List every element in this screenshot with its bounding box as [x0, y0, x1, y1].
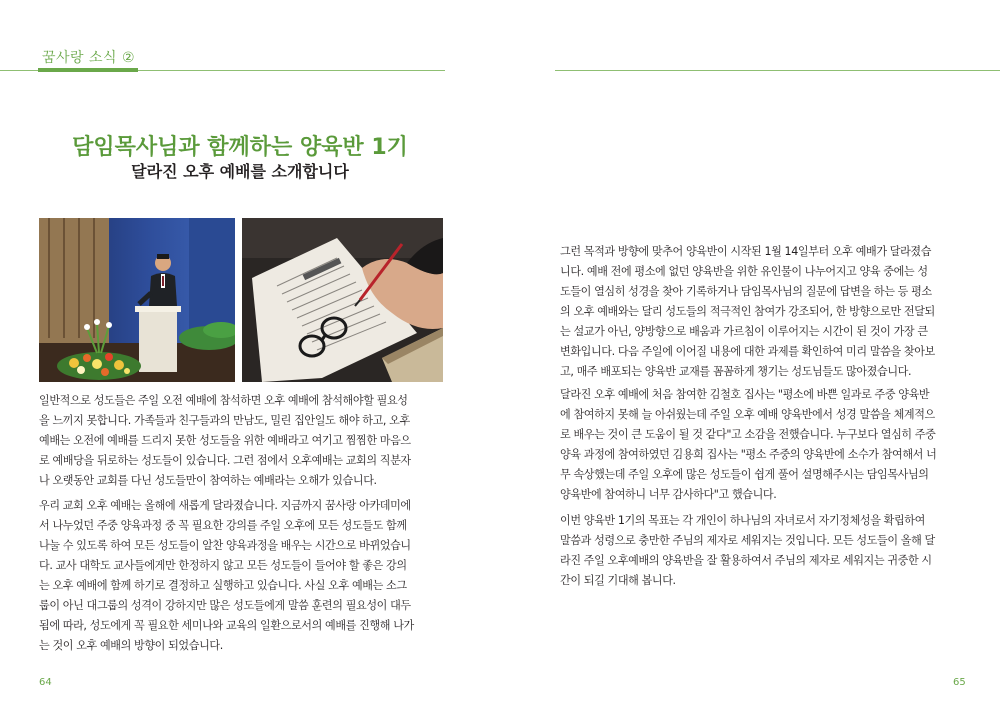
text-line: 나눌 수 있도록 하여 모든 성도들이 알찬 양육과정을 배우는 시간으로 바뀌었습니: [39, 539, 411, 552]
text-line: 는 것이 오후 예배의 방향이 되었습니다.: [39, 639, 223, 652]
right-paragraph-3: [560, 511, 935, 591]
page-number-right: 65: [953, 677, 966, 688]
left-paragraph-1: [39, 391, 411, 491]
text-line: 달라진 오후 예배에 처음 참여한 김철호 집사는 "평소에 바쁜 일과로 주중 양육반: [560, 388, 930, 401]
pastor-preaching-photo: [39, 218, 235, 382]
text-line: 룹이 아닌 대그룹의 성격이 강하지만 많은 성도들에게 말씀 훈련의 필요성이 대두: [39, 599, 411, 612]
text-line: 로 예배당을 뒤로하는 성도들이 있습니다. 그런 점에서 오후예배는 교회의 직분자: [39, 454, 411, 467]
text-line: 다. 교사 대학도 교사들에게만 한정하지 않고 모든 성도들이 들어야 할 좋은 강의: [39, 559, 407, 572]
text-line: 간이 되길 기대해 봅니다.: [560, 574, 676, 587]
left-paragraph-2: [39, 496, 414, 656]
text-line: 니다. 예배 전에 평소에 없던 양육반을 위한 유인물이 나누어지고 양육 중에는 성: [560, 265, 928, 278]
text-line: 일반적으로 성도들은 주일 오전 예배에 참석하면 오후 예배에 참석해야할 필요성: [39, 394, 408, 407]
text-line: 이번 양육반 1기의 목표는 각 개인이 하나님의 자녀로서 자기정체성을 확립하여: [560, 514, 925, 527]
text-line: 을 느끼지 못합니다. 가족들과 친구들과의 만남도, 밀린 집안일도 해야 하고, 오후: [39, 414, 410, 427]
article-subtitle: 달라진 오후 예배를 소개합니다: [131, 162, 349, 181]
text-line: 그런 목적과 방향에 맞추어 양육반이 시작된 1월 14일부터 오후 예배가 달라졌습: [560, 245, 932, 258]
page-number-left: 64: [39, 677, 52, 688]
header-rule-accent: [38, 68, 138, 72]
text-line: 에 참여하지 못해 늘 아쉬웠는데 주일 오후 예배 양육반에서 성경 말씀을 체계적으: [560, 408, 935, 421]
right-paragraph-2: [560, 385, 936, 505]
text-line: 나 오랫동안 교회를 다닌 성도들만이 참여하는 예배라는 오해가 있습니다.: [39, 474, 377, 487]
text-line: 우리 교회 오후 예배는 올해에 새롭게 달라졌습니다. 지금까지 꿈사랑 아카데미에: [39, 499, 411, 512]
text-line: 양육 과정에 참여하였던 김용희 집사는 "평소 주중의 양육반에 소수가 참여해서 너: [560, 448, 937, 461]
text-line: 의 오후 예배와는 달리 성도들의 적극적인 참여가 강조되어, 한 방향으로만 전달되: [560, 305, 935, 318]
text-line: 변화입니다. 다음 주일에 이어질 내용에 대한 과제를 확인하여 미리 말씀을 찾아보: [560, 345, 935, 358]
text-line: 양육반에 참여하니 너무 감사하다"고 했습니다.: [560, 488, 777, 501]
text-line: 는 오후 예배에 함께 하기로 결정하고 실행하고 있습니다. 사실 오후 예배는 소그: [39, 579, 407, 592]
section-label: 꿈사랑 소식 ②: [42, 50, 136, 66]
text-line: 고, 매주 배포되는 양육반 교재를 꼼꼼하게 챙기는 성도님들도 많아졌습니다.: [560, 365, 912, 378]
text-line: 도들이 열심히 성경을 찾아 기록하거나 담임목사님의 질문에 답변을 하는 등 평소: [560, 285, 932, 298]
note-taking-photo: [242, 218, 443, 382]
header-rule-right: [555, 70, 1000, 71]
text-line: 무 속상했는데 주일 오후에 많은 성도들이 쉽게 풀어 설명해주시는 담임목사님의: [560, 468, 929, 481]
text-line: 는 설교가 아닌, 양방향으로 배움과 가르침이 이루어지는 시간이 된 것이 가장 큰: [560, 325, 928, 338]
text-line: 라진 주일 오후예배의 양육반을 잘 활용하여서 주님의 제자로 세워지는 귀중한 시: [560, 554, 932, 567]
article-title: 담임목사님과 함께하는 양육반 1기: [72, 135, 408, 160]
text-line: 서 나누었던 주중 양육과정 중 꼭 필요한 강의를 주일 오후에 모든 성도들도 함께: [39, 519, 407, 532]
right-paragraph-1: [560, 242, 935, 382]
text-line: 말씀과 성령으로 충만한 주님의 제자로 세워지는 것입니다. 모든 성도들이 올해 달: [560, 534, 935, 547]
text-line: 됨에 따라, 성도에게 꼭 필요한 세미나와 교육의 일환으로서의 예배를 진행해 나가: [39, 619, 414, 632]
text-line: 예배는 오전에 예배를 드리지 못한 성도들을 위한 예배라고 여기고 찜찜한 마음으: [39, 434, 411, 447]
text-line: 로 배우는 것이 큰 도움이 될 것 같다"고 소감을 전했습니다. 누구보다 열심히 주중: [560, 428, 936, 441]
